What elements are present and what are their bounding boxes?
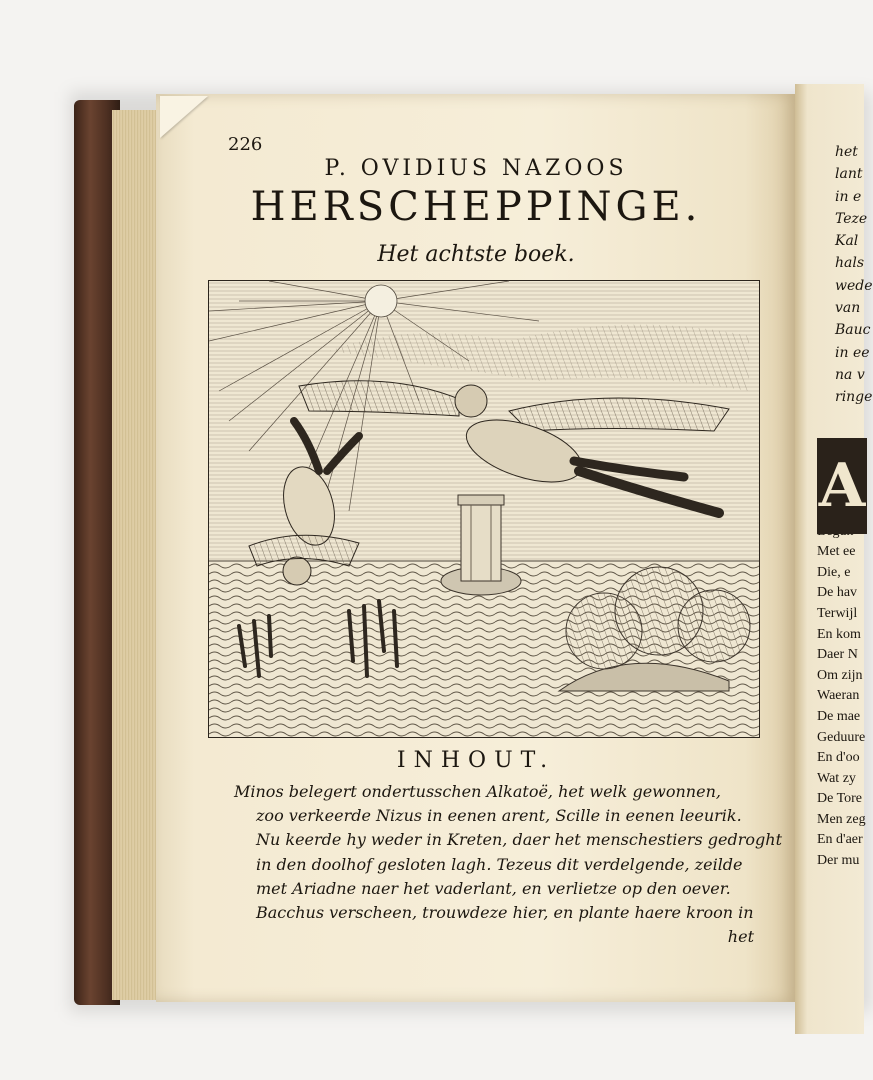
verse-line: Men zeg — [817, 811, 866, 827]
facing-page — [795, 84, 873, 1034]
page-edges — [112, 110, 158, 1000]
verse-line: Die, e — [817, 564, 851, 580]
facing-line: hals — [835, 255, 865, 272]
verse-line: Der mu — [817, 853, 860, 869]
verse-line: De Tore — [817, 791, 863, 807]
page-title: HERSCHEPPINGE. — [250, 184, 702, 230]
facing-line: ringe — [835, 389, 873, 406]
author-line: P. OVIDIUS NAZOOS — [324, 156, 628, 181]
summary-line: in den doolhof gesloten lagh. Tezeus dit verdelgende, zeilde — [256, 854, 743, 874]
facing-line: van — [835, 300, 861, 317]
verse-line: De mae — [817, 708, 861, 724]
verse-line: Met ee — [817, 544, 856, 560]
summary-line: Nu keerde hy weder in Kreten, daer het menschestiers gedroght — [256, 830, 783, 850]
engraving-svg — [209, 281, 759, 737]
verse-line: Daer N — [817, 647, 858, 663]
verse-line: Om zijn — [817, 667, 863, 683]
sun — [365, 285, 397, 317]
summary-line: met Ariadne naer het vaderlant, en verlietze op den oever. — [256, 878, 731, 898]
engraving-illustration — [208, 280, 760, 738]
summary-text — [234, 780, 783, 949]
catchword: het — [727, 927, 754, 947]
verse-line: Waeran — [817, 688, 860, 704]
facing-line: na v — [835, 366, 865, 383]
verse-line: Wat zy — [817, 770, 856, 786]
verse-line: De hav — [817, 585, 858, 601]
left-page — [156, 94, 796, 1002]
facing-line: Kal — [835, 233, 859, 250]
facing-line: wede — [835, 277, 873, 294]
folded-corner — [160, 96, 208, 138]
verse-line: Geduure — [817, 729, 866, 745]
facing-line: in ee — [835, 344, 870, 361]
page-number: 226 — [228, 134, 263, 155]
drop-cap: A — [817, 438, 867, 534]
book-subtitle: Het achtste boek. — [377, 242, 575, 267]
verse-line: En d'oo — [817, 750, 860, 766]
summary-line: Bacchus verscheen, trouwdeze hier, en plante haere kroon in — [256, 903, 754, 923]
section-heading: INHOUT. — [396, 748, 556, 773]
facing-line: het — [835, 144, 858, 160]
facing-line: lant — [835, 166, 863, 183]
facing-line: in e — [835, 188, 862, 205]
verse-line: Terwijl — [817, 605, 858, 621]
summary-line: Minos belegert ondertusschen Alkatoë, het welk gewonnen, — [234, 782, 721, 801]
verse-line: En kom — [817, 626, 861, 642]
facing-line: Teze — [835, 210, 868, 227]
facing-line: Bauc — [835, 322, 871, 339]
summary-line: zoo verkeerde Nizus in eenen arent, Scille in eenen leeurik. — [256, 806, 742, 826]
verse-line: En d'aer — [817, 832, 863, 848]
